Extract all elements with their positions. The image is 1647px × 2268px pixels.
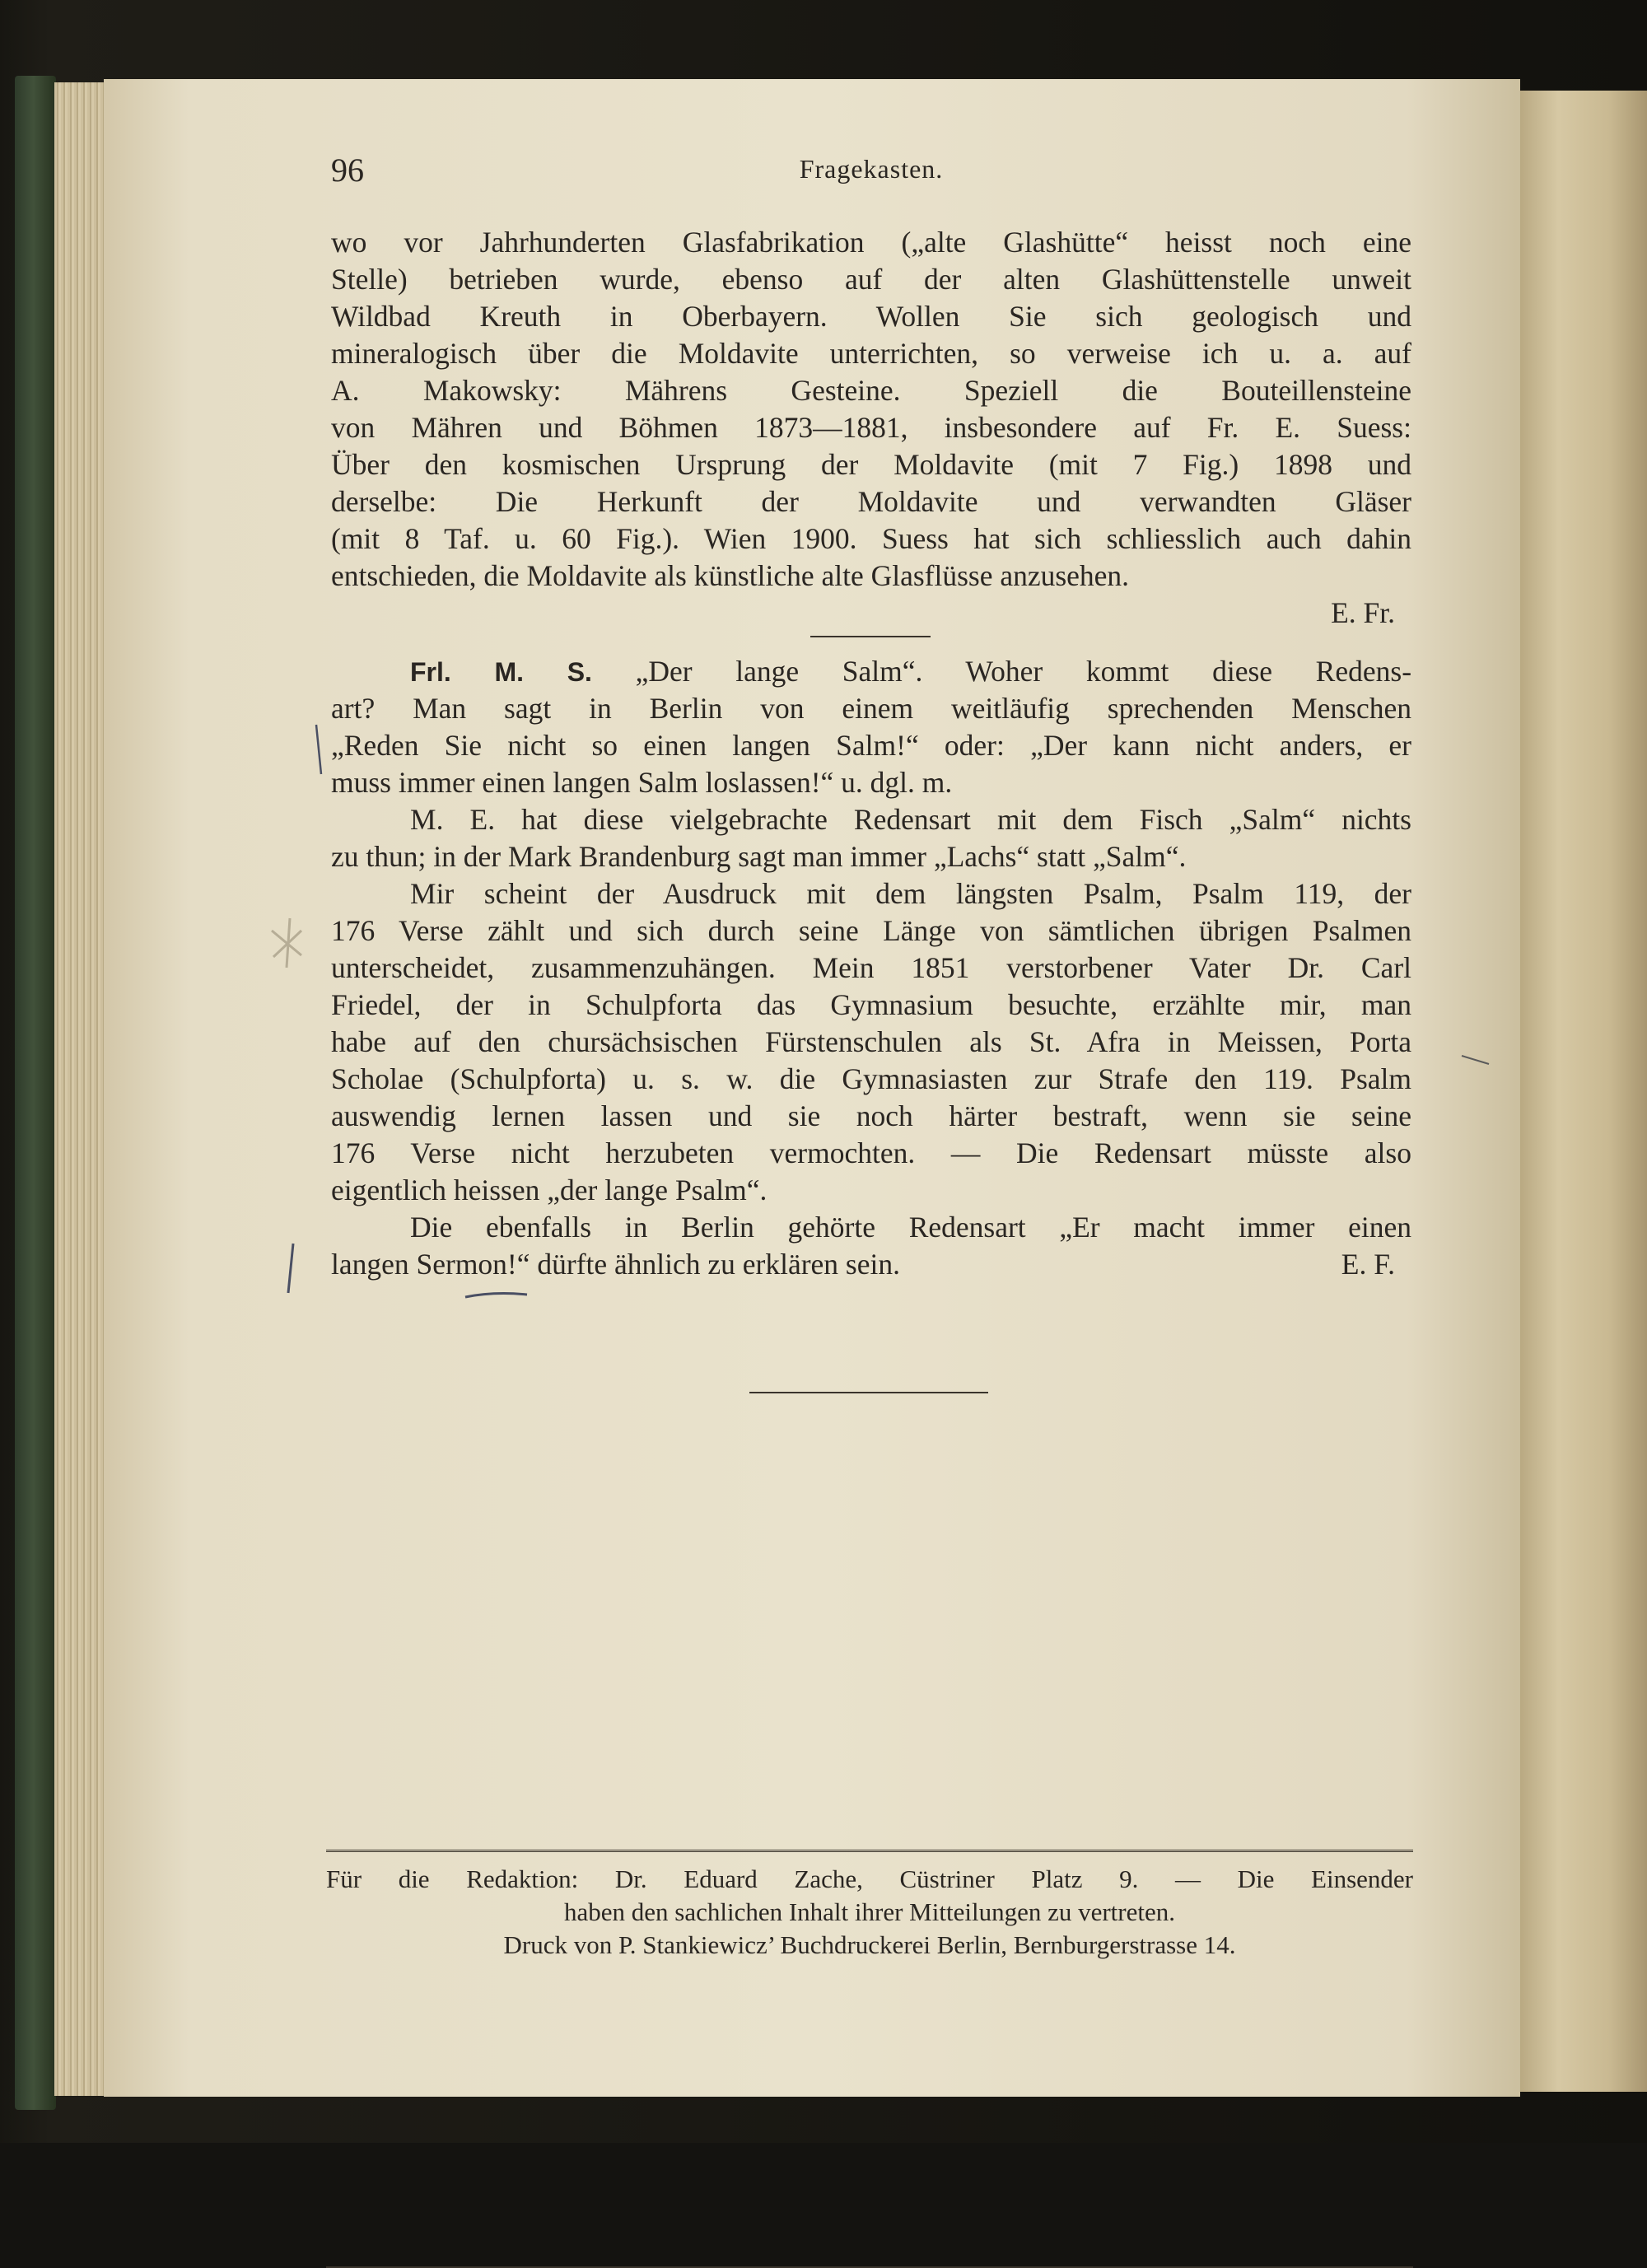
text-line: Über den kosmischen Ursprung der Moldavite (mit 7 Fig.) 1898 und: [331, 448, 1411, 481]
text-line: auswendig lernen lassen und sie noch härter bestraft, wenn sie seine: [331, 1099, 1411, 1132]
addressee: Frl. M. S.: [410, 657, 592, 687]
text-line: langen Sermon!“ dürfte ähnlich zu erklären sein.: [331, 1248, 900, 1281]
text-line: eigentlich heissen „der lange Psalm“.: [331, 1174, 768, 1206]
text-line: Die ebenfalls in Berlin gehörte Redensart „Er macht immer einen: [410, 1211, 1411, 1244]
text-line: unterscheidet, zusammenzuhängen. Mein 1851 verstorbener Vater Dr. Carl: [331, 951, 1411, 984]
text-line: Friedel, der in Schulpforta das Gymnasium besuchte, erzählte mir, man: [331, 988, 1411, 1021]
text-line: 176 Verse zählt und sich durch seine Länge von sämtlichen übrigen Psalmen: [331, 914, 1411, 947]
text-line: derselbe: Die Herkunft der Moldavite und verwandten Gläser: [331, 485, 1411, 518]
text-line: 176 Verse nicht herzubeten vermochten. — Die Redensart müsste also: [331, 1136, 1411, 1169]
text-line: wo vor Jahrhunderten Glasfabrikation („alte Glashütte“ heisst noch eine: [331, 226, 1411, 259]
pencil-mark: [316, 725, 321, 774]
signature: E. Fr.: [1331, 596, 1395, 629]
text-line: art? Man sagt in Berlin von einem weitläufig sprechenden Menschen: [331, 692, 1411, 725]
pencil-cross: [272, 918, 301, 968]
text-line: muss immer einen langen Salm loslassen!“ u. dgl. m.: [331, 766, 953, 799]
text-line: mineralogisch über die Moldavite unterrichten, so verweise ich u. a. auf: [331, 337, 1411, 370]
text-line: A. Makowsky: Mährens Gesteine. Speziell die Bouteillensteine: [331, 374, 1411, 407]
imprint-line: Druck von P. Stankiewicz’ Buchdruckerei Berlin, Bernburgerstrasse 14.: [503, 1930, 1236, 1959]
text-line: „Reden Sie nicht so einen langen Salm!“ oder: „Der kann nicht anders, er: [331, 729, 1411, 762]
footer-rule: [326, 1850, 1413, 1855]
text-line: M. E. hat diese vielgebrachte Redensart mit dem Fisch „Salm“ nichts: [410, 803, 1411, 836]
text-line: entschieden, die Moldavite als künstliche alte Glasflüsse anzusehen.: [331, 559, 1130, 592]
text-line: habe auf den chursächsischen Fürstenschulen als St. Afra in Meissen, Porta: [331, 1025, 1411, 1058]
question-text: „Der lange Salm“. Woher kommt diese Redens-: [635, 655, 1412, 688]
text-line: Mir scheint der Ausdruck mit dem längsten Psalm, Psalm 119, der: [410, 877, 1411, 910]
text-line: (mit 8 Taf. u. 60 Fig.). Wien 1900. Suess hat sich schliesslich auch dahin: [331, 522, 1411, 555]
pencil-underline: [465, 1294, 527, 1297]
text-line: Scholae (Schulpforta) u. s. w. die Gymnasiasten zur Strafe den 119. Psalm: [331, 1062, 1411, 1095]
text-line: zu thun; in der Mark Brandenburg sagt man immer „Lachs“ statt „Salm“.: [331, 840, 1187, 873]
pencil-mark: [288, 1244, 293, 1293]
signature: E. F.: [1341, 1248, 1395, 1281]
page-number: 96: [331, 152, 364, 189]
pencil-mark: [1462, 1056, 1489, 1064]
imprint-line: haben den sachlichen Inhalt ihrer Mitteilungen zu vertreten.: [564, 1897, 1175, 1926]
text-line: Wildbad Kreuth in Oberbayern. Wollen Sie sich geologisch und: [331, 300, 1411, 333]
imprint-line: Für die Redaktion: Dr. Eduard Zache, Cüstriner Platz 9. — Die Einsender: [326, 1864, 1413, 1893]
running-title: Fragekasten.: [799, 154, 944, 184]
text-line: Stelle) betrieben wurde, ebenso auf der alten Glashüttenstelle unweit: [331, 263, 1411, 296]
text-line: von Mähren und Böhmen 1873—1881, insbesondere auf Fr. E. Suess:: [331, 411, 1411, 444]
imprint: [326, 1863, 1413, 1962]
